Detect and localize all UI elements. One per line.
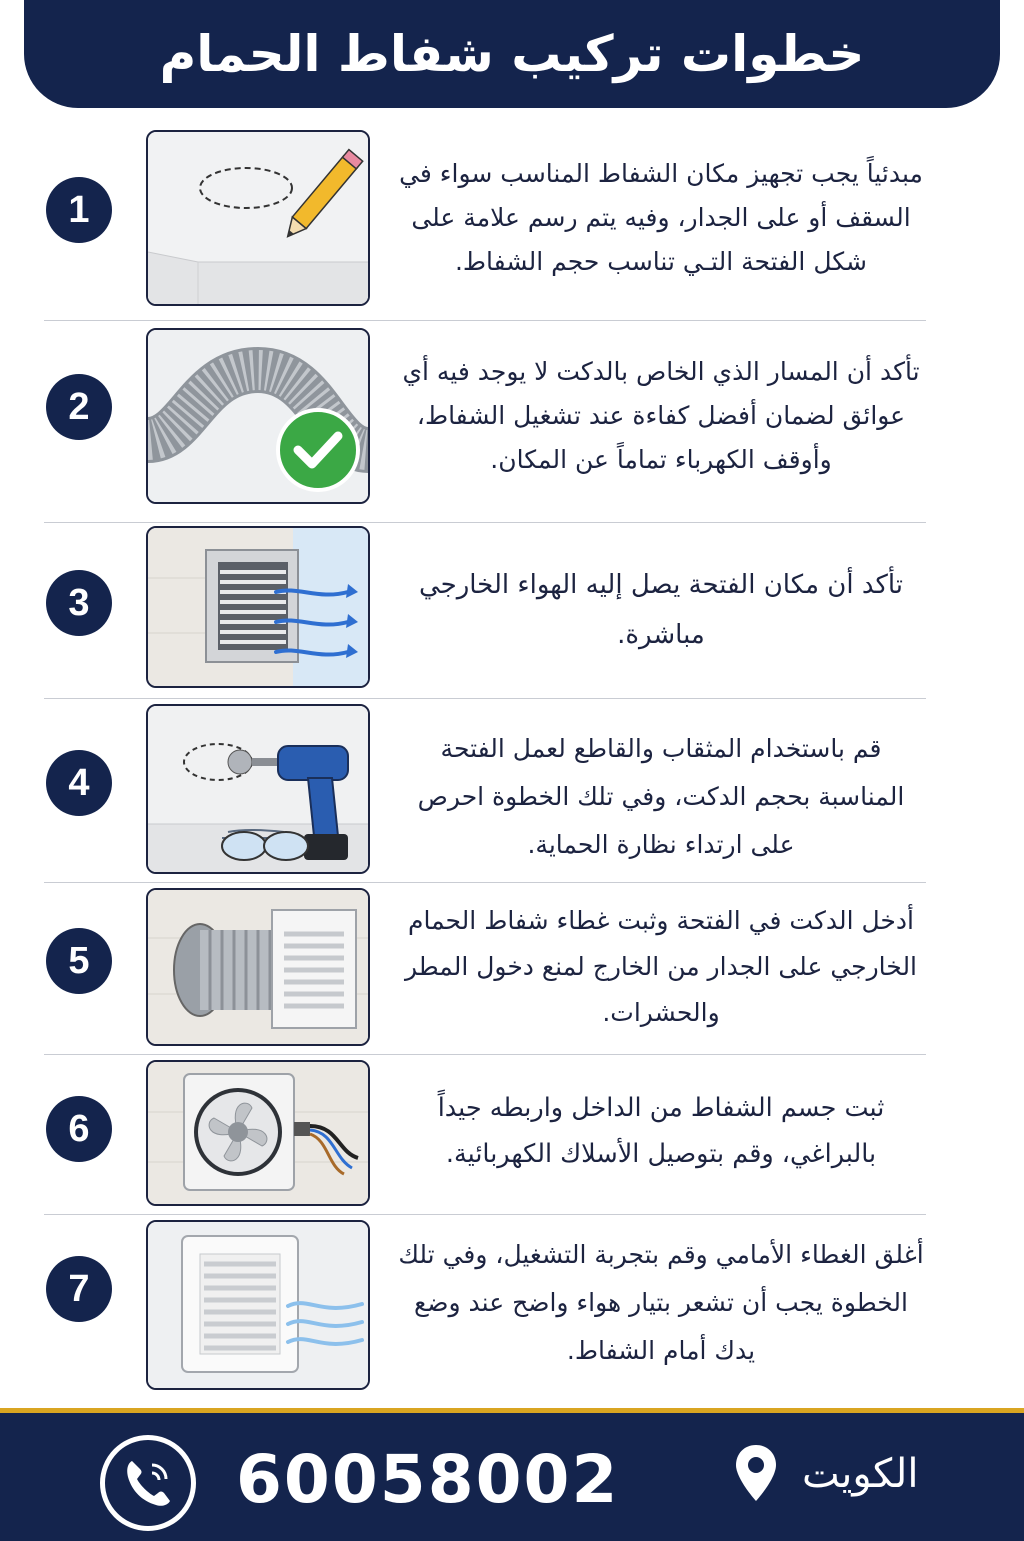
step-number: 6 bbox=[46, 1096, 112, 1162]
step-number: 3 bbox=[46, 570, 112, 636]
phone-number[interactable]: 60058002 bbox=[236, 1441, 620, 1518]
divider bbox=[44, 522, 926, 523]
step-number: 1 bbox=[46, 177, 112, 243]
step-number: 4 bbox=[46, 750, 112, 816]
step-1 bbox=[44, 130, 926, 306]
fan-wiring-icon bbox=[146, 1060, 370, 1206]
step-number: 2 bbox=[46, 374, 112, 440]
divider bbox=[44, 698, 926, 699]
location-pin-icon bbox=[732, 1443, 780, 1509]
page-header bbox=[24, 0, 1000, 108]
divider bbox=[44, 320, 926, 321]
step-5 bbox=[44, 888, 926, 1046]
step-text: قم باستخدام المثقاب والقاطع لعمل الفتحة المناسبة بحجم الدكت، وفي تلك الخطوة احرص على ارتداء نظارة الحماية. bbox=[417, 734, 905, 859]
front-cover-airflow-icon bbox=[146, 1220, 370, 1390]
step-4 bbox=[44, 704, 926, 874]
step-2 bbox=[44, 328, 926, 504]
step-text: أغلق الغطاء الأمامي وقم بتجربة التشغيل، وفي تلك الخطوة يجب أن تشعر بتيار هواء واضح عند وضع يدك أمام الشفاط. bbox=[398, 1240, 924, 1365]
location-label: الكويت bbox=[802, 1451, 919, 1497]
step-6 bbox=[44, 1060, 926, 1206]
divider bbox=[44, 1214, 926, 1215]
step-7 bbox=[44, 1220, 926, 1390]
duct-cover-icon bbox=[146, 888, 370, 1046]
step-text: ثبت جسم الشفاط من الداخل واربطه جيداً بالبراغي، وقم بتوصيل الأسلاك الكهربائية. bbox=[437, 1093, 885, 1169]
step-text: مبدئياً يجب تجهيز مكان الشفاط المناسب سواء في السقف أو على الجدار، وفيه يتم رسم علامة على شكل الفتحة التـي تناسب حجم الشفاط. bbox=[399, 159, 923, 276]
flexible-duct-check-icon bbox=[146, 328, 370, 504]
page-title: خطوات تركيب شفاط الحمام bbox=[159, 25, 865, 83]
step-text: تأكد أن مكان الفتحة يصل إليه الهواء الخارجي مباشرة. bbox=[418, 570, 904, 650]
step-text: تأكد أن المسار الذي الخاص بالدكت لا يوجد فيه أي عوائق لضمان أفضل كفاءة عند تشغيل الشفاط، وأوقف الكهرباء تماماً عن المكان. bbox=[402, 357, 920, 474]
divider bbox=[44, 882, 926, 883]
wall-vent-airflow-icon bbox=[146, 526, 370, 688]
step-3 bbox=[44, 526, 926, 690]
footer bbox=[0, 1408, 1024, 1541]
step-text: أدخل الدكت في الفتحة وثبت غطاء شفاط الحمام الخارجي على الجدار من الخارج لمنع دخول المطر والحشرات. bbox=[404, 906, 918, 1027]
phone-icon[interactable] bbox=[100, 1435, 196, 1531]
divider bbox=[44, 1054, 926, 1055]
drill-goggles-icon bbox=[146, 704, 370, 874]
ceiling-mark-pencil-icon bbox=[146, 130, 370, 306]
step-number: 5 bbox=[46, 928, 112, 994]
step-number: 7 bbox=[46, 1256, 112, 1322]
